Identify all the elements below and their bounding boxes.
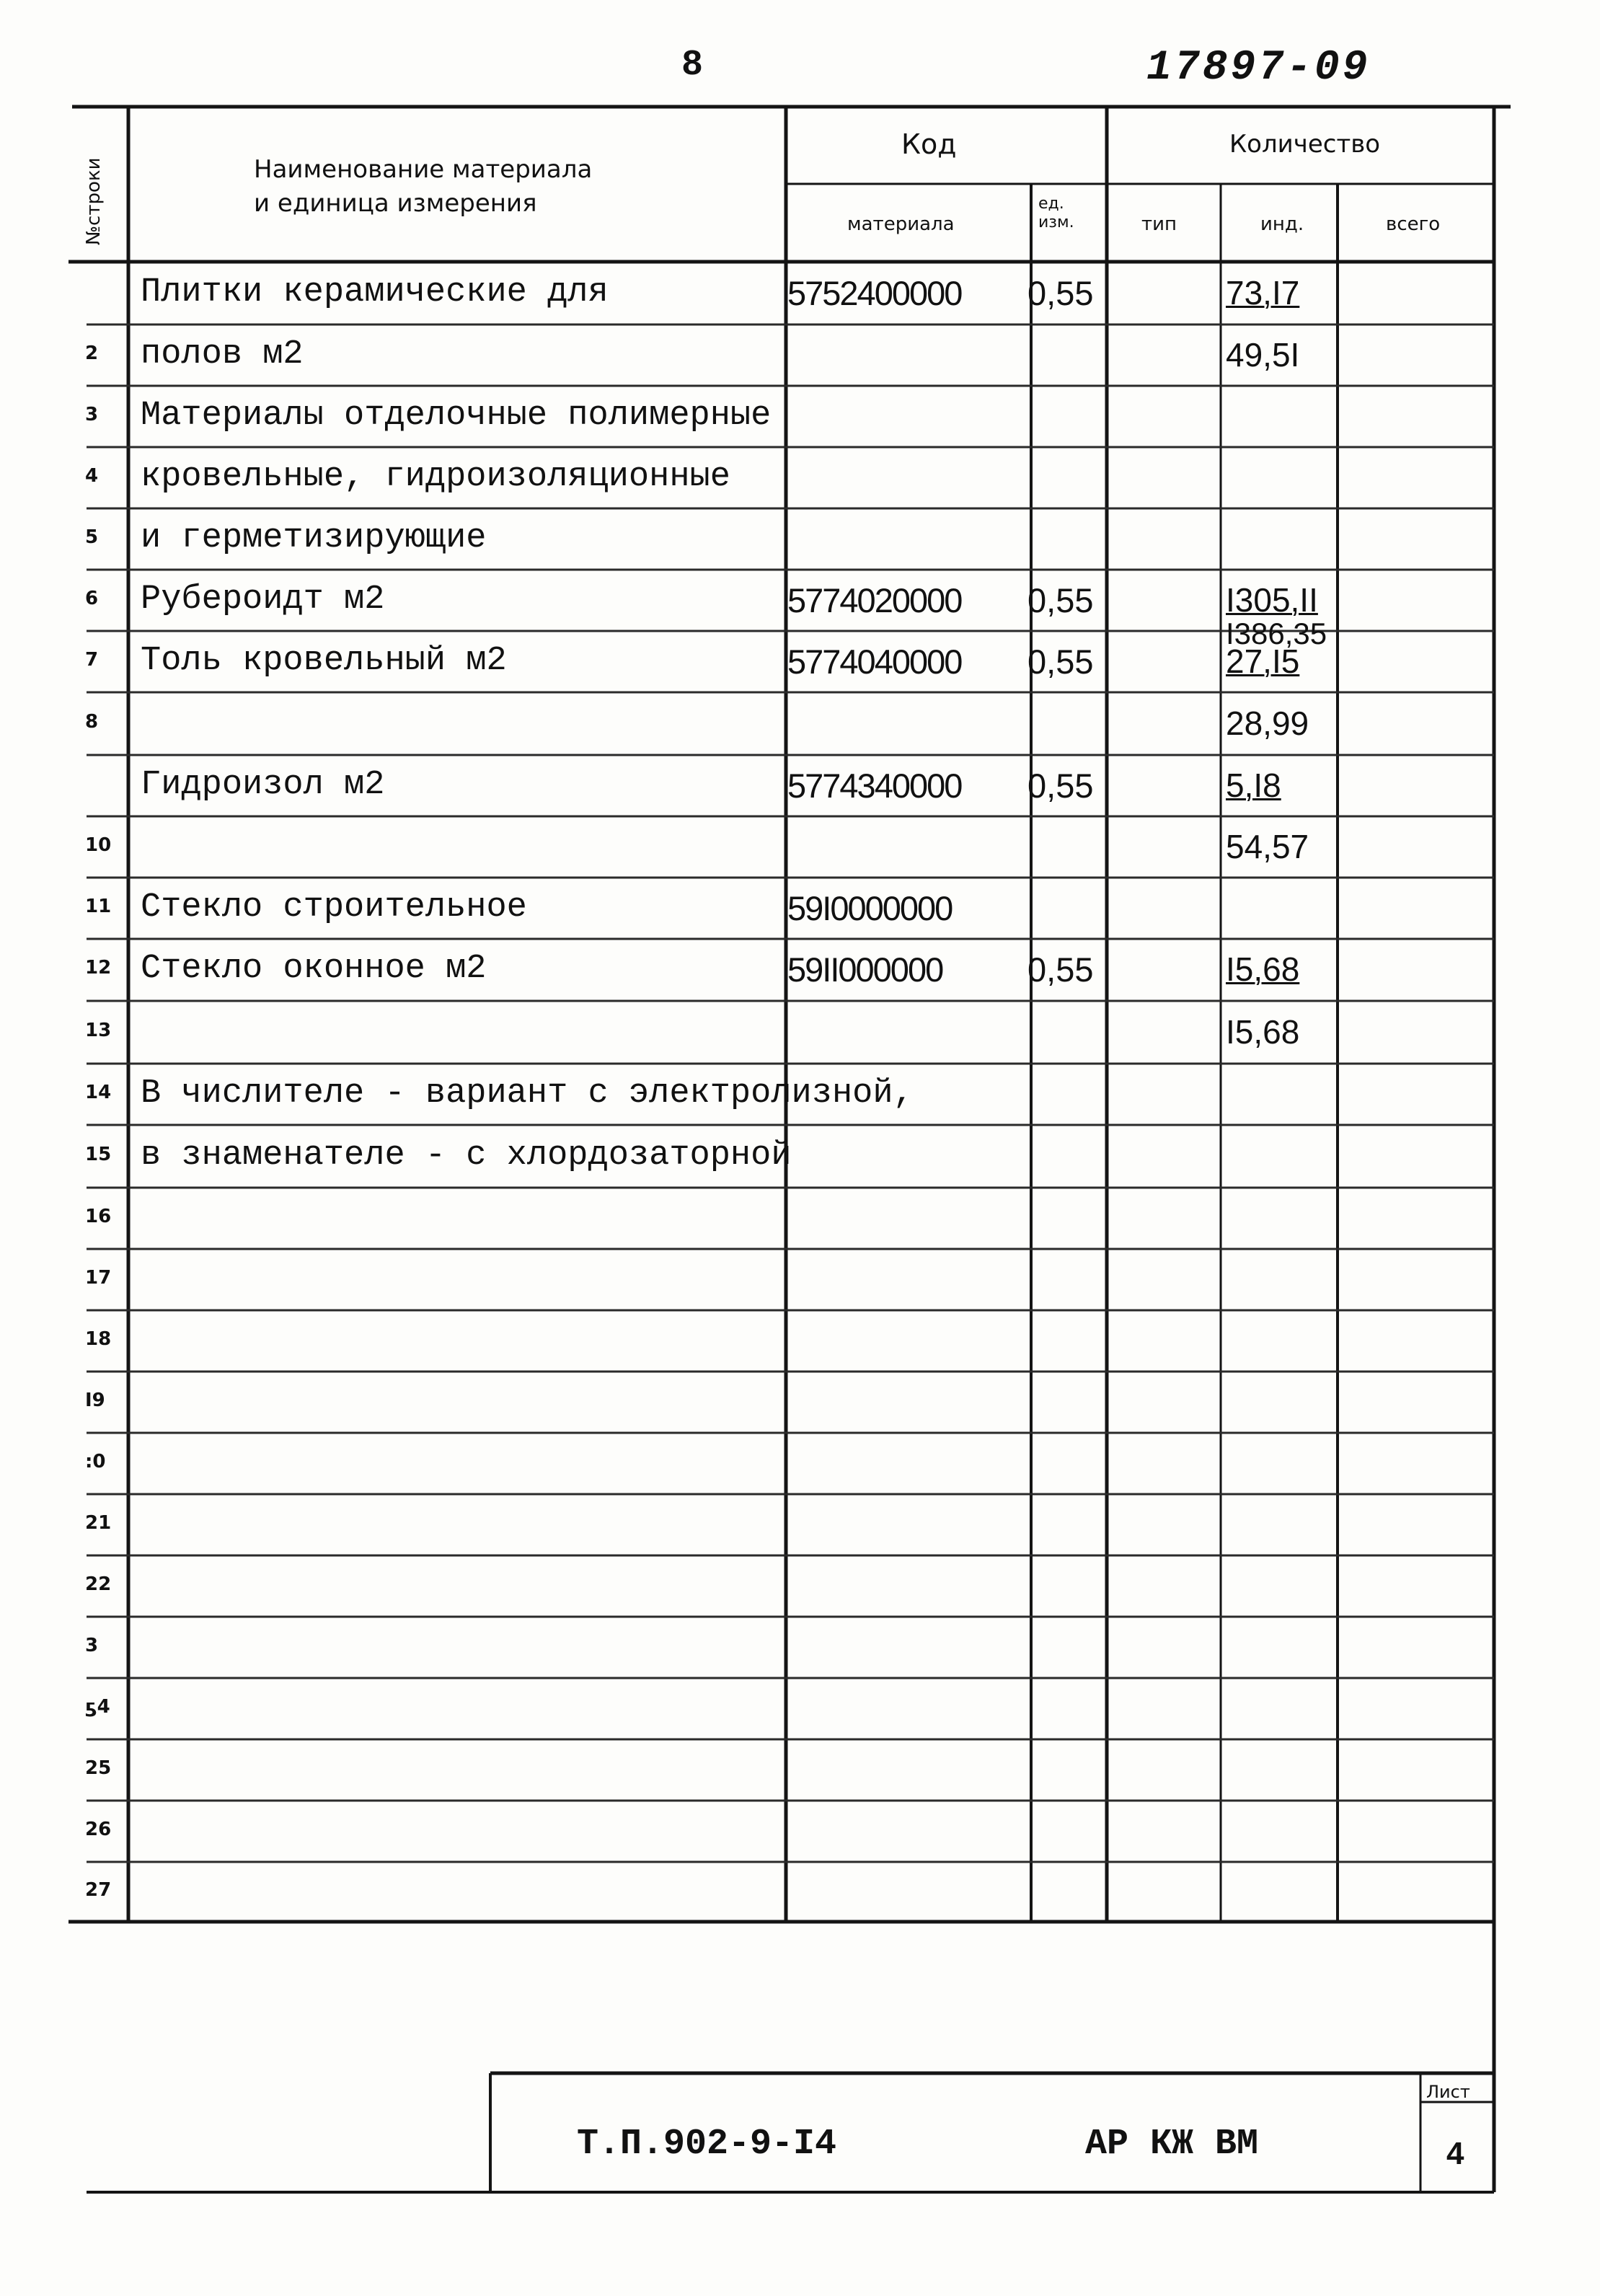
row-number: 12 bbox=[85, 957, 112, 979]
material-name: Стекло оконное м2 bbox=[141, 950, 487, 988]
quantity-ind: 28,99 bbox=[1226, 704, 1309, 742]
row-number: 16 bbox=[85, 1205, 112, 1227]
overflow-value: I386,35 bbox=[1226, 617, 1327, 650]
row-number: 3 bbox=[85, 403, 99, 425]
unit-factor: 0,55 bbox=[1027, 642, 1094, 681]
material-name: Материалы отделочные полимерные bbox=[141, 396, 772, 435]
material-code: 59II000000 bbox=[787, 950, 943, 989]
material-code: 5774340000 bbox=[787, 766, 962, 805]
row-number: 27 bbox=[85, 1878, 112, 1901]
sheet-label: Лист bbox=[1426, 2082, 1470, 2102]
row-number: 17 bbox=[85, 1266, 112, 1289]
quantity-type-header: тип bbox=[1141, 213, 1177, 235]
row-number: 2 bbox=[85, 342, 99, 364]
project-sections: АР КЖ ВМ bbox=[1085, 2124, 1259, 2165]
row-number: 3 bbox=[85, 1634, 99, 1656]
material-name: полов м2 bbox=[141, 335, 304, 374]
material-name: Стекло строительное bbox=[141, 888, 527, 927]
row-number: 5 bbox=[85, 526, 99, 548]
page-number: 8 bbox=[681, 45, 704, 86]
code-group-header: Код bbox=[901, 128, 957, 160]
row-number: 14 bbox=[85, 1081, 112, 1103]
material-name: В числителе - вариант с электролизной, bbox=[141, 1074, 914, 1113]
unit-factor: 0,55 bbox=[1027, 273, 1094, 312]
quantity-ind: 5,I8 bbox=[1226, 766, 1281, 804]
quantity-ind: 27,I5 bbox=[1226, 642, 1300, 680]
row-number: 4 bbox=[85, 464, 99, 487]
row-number: 26 bbox=[85, 1818, 112, 1840]
row-number: 13 bbox=[85, 1019, 112, 1041]
row-number: 7 bbox=[85, 648, 99, 671]
material-name: в знаменателе - с хлордозаторной bbox=[141, 1136, 792, 1175]
row-number: :0 bbox=[85, 1450, 106, 1472]
row-number: 18 bbox=[85, 1328, 112, 1350]
material-code: 5774020000 bbox=[787, 580, 962, 619]
quantity-ind: 54,57 bbox=[1226, 827, 1309, 865]
unit-factor: 0,55 bbox=[1027, 766, 1094, 805]
quantity-ind: I305,II bbox=[1226, 580, 1318, 619]
row-number: 10 bbox=[85, 834, 112, 856]
row-number: ƽ4 bbox=[85, 1695, 110, 1718]
unit-factor: 0,55 bbox=[1027, 580, 1094, 619]
quantity-ind: 73,I7 bbox=[1226, 273, 1300, 312]
quantity-ind: I5,68 bbox=[1226, 950, 1300, 988]
row-number: 22 bbox=[85, 1573, 112, 1595]
name-header-line2: и единица измерения bbox=[254, 189, 537, 218]
row-number: І9 bbox=[85, 1389, 105, 1411]
project-code: Т.П.902-9-I4 bbox=[577, 2124, 837, 2165]
material-code: 59I0000000 bbox=[787, 888, 953, 927]
name-header-line1: Наименование материала bbox=[254, 155, 593, 184]
code-unit-header: ед. изм. bbox=[1038, 195, 1074, 231]
quantity-ind: 49,5I bbox=[1226, 335, 1300, 374]
sheet-number: 4 bbox=[1446, 2136, 1464, 2171]
row-number: 8 bbox=[85, 710, 99, 733]
row-number: 25 bbox=[85, 1757, 112, 1779]
row-number: 11 bbox=[85, 895, 112, 917]
quantity-total-header: всего bbox=[1386, 213, 1441, 235]
row-number-header: №строки bbox=[83, 157, 105, 245]
quantity-group-header: Количество bbox=[1229, 130, 1381, 159]
material-name: Плитки керамические для bbox=[141, 273, 609, 312]
material-name: Рубероидт м2 bbox=[141, 580, 385, 619]
row-number: 21 bbox=[85, 1511, 112, 1534]
material-name: кровельные, гидроизоляционные bbox=[141, 457, 730, 496]
quantity-ind-header: инд. bbox=[1260, 213, 1304, 235]
material-code: 5774040000 bbox=[787, 642, 962, 681]
material-code: 5752400000 bbox=[787, 273, 962, 312]
row-number: 6 bbox=[85, 587, 99, 609]
row-number: 15 bbox=[85, 1143, 112, 1165]
quantity-ind: I5,68 bbox=[1226, 1012, 1300, 1051]
document-code: 17897-09 bbox=[1146, 45, 1371, 92]
material-name: и герметизирующие bbox=[141, 518, 487, 557]
code-material-header: материала bbox=[847, 213, 955, 235]
material-name: Толь кровельный м2 bbox=[141, 641, 507, 680]
unit-factor: 0,55 bbox=[1027, 950, 1094, 989]
material-name: Гидроизол м2 bbox=[141, 765, 385, 804]
